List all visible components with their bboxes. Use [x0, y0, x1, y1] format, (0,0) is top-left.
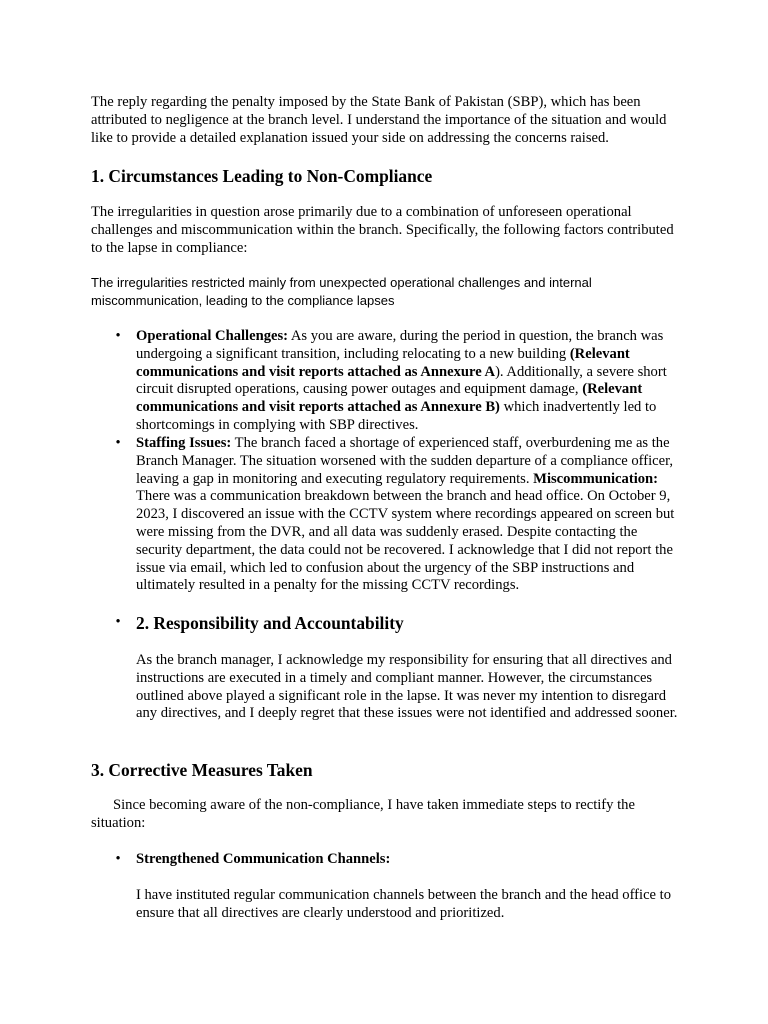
operational-text-2: ). Additionally, a severe short circuit disrupted operations, causing power outages and equipment damage, — [136, 363, 667, 398]
section-3-heading: 3. Corrective Measures Taken — [91, 760, 313, 780]
miscommunication-text: There was a communication breakdown between the branch and head office. On October 9, 2023, I discovered an issue with the CCTV system where recordings appeared on screen but were missing from the DVR, and all data was suddenly erased. Despite contacting the security department, the data could not be recovered. I acknowledge that I did not report the issue via email, which led to confusion about the urgency of the SBP instructions and ultimately resulted in a penalty for the missing CCTV recordings. — [136, 488, 675, 594]
bullet-communication-channels — [115, 851, 681, 869]
section-3-paragraph: Since becoming aware of the non-compliance, I have taken immediate steps to rectify the situation: — [91, 797, 635, 831]
section-1-paragraph: The irregularities in question arose primarily due to a combination of unforeseen operational challenges and miscommunication within the branch. Specifically, the following factors contributed to the lapse in compliance: — [91, 204, 674, 256]
bullet-marker: • — [115, 328, 121, 344]
bullet-marker: • — [115, 614, 121, 630]
annexure-b-reference: (Relevant communications and visit reports attached as Annexure B) — [136, 381, 643, 416]
communication-channels-paragraph: I have instituted regular communication channels between the branch and the head office to ensure that all directives are clearly understood and prioritized. — [136, 887, 672, 921]
operational-text-1: As you are aware, during the period in question, the branch was undergoing a significant transition, including relocating to a new building — [136, 328, 664, 362]
bullet-marker: • — [115, 435, 121, 451]
bullet-operational-challenges — [115, 328, 681, 435]
communication-channels-label: Strengthened Communication Channels: — [136, 851, 391, 867]
bullet-marker: • — [115, 851, 121, 867]
section-2-heading: 2. Responsibility and Accountability — [136, 613, 404, 633]
section-2-paragraph: As the branch manager, I acknowledge my responsibility for ensuring that all directives and instructions are executed in a timely and compliant manner. However, the circumstances outlined above played a significant role in the lapse. It was never my intention to disregard any directives, and I deeply regret that these issues were not identified and addressed sooner. — [136, 652, 678, 722]
intro-paragraph: The reply regarding the penalty imposed by the State Bank of Pakistan (SBP), which has been attributed to negligence at the branch level. I understand the importance of the situation and would like to provide a detailed explanation issued your side on addressing the concerns raised. — [91, 94, 667, 146]
summary-note: The irregularities restricted mainly from unexpected operational challenges and internal miscommunication, leading to the compliance lapses — [91, 275, 592, 308]
miscommunication-label: Miscommunication: — [533, 470, 659, 487]
operational-label: Operational Challenges: — [136, 328, 289, 344]
staffing-label: Staffing Issues: — [136, 435, 232, 451]
annexure-a-reference: (Relevant communications and visit reports attached as Annexure A — [136, 345, 630, 380]
bullet-staffing-issues — [115, 435, 681, 595]
bullet-section-2 — [115, 613, 681, 635]
staffing-text: The branch faced a shortage of experienced staff, overburdening me as the Branch Manager. The situation worsened with the sudden departure of a compliance officer, leaving a gap in monitoring and executing regulatory requirements. — [136, 435, 674, 487]
section-1-heading: 1. Circumstances Leading to Non-Compliance — [91, 166, 433, 186]
operational-text-3: which inadvertently led to shortcomings in complying with SBP directives. — [136, 399, 657, 433]
